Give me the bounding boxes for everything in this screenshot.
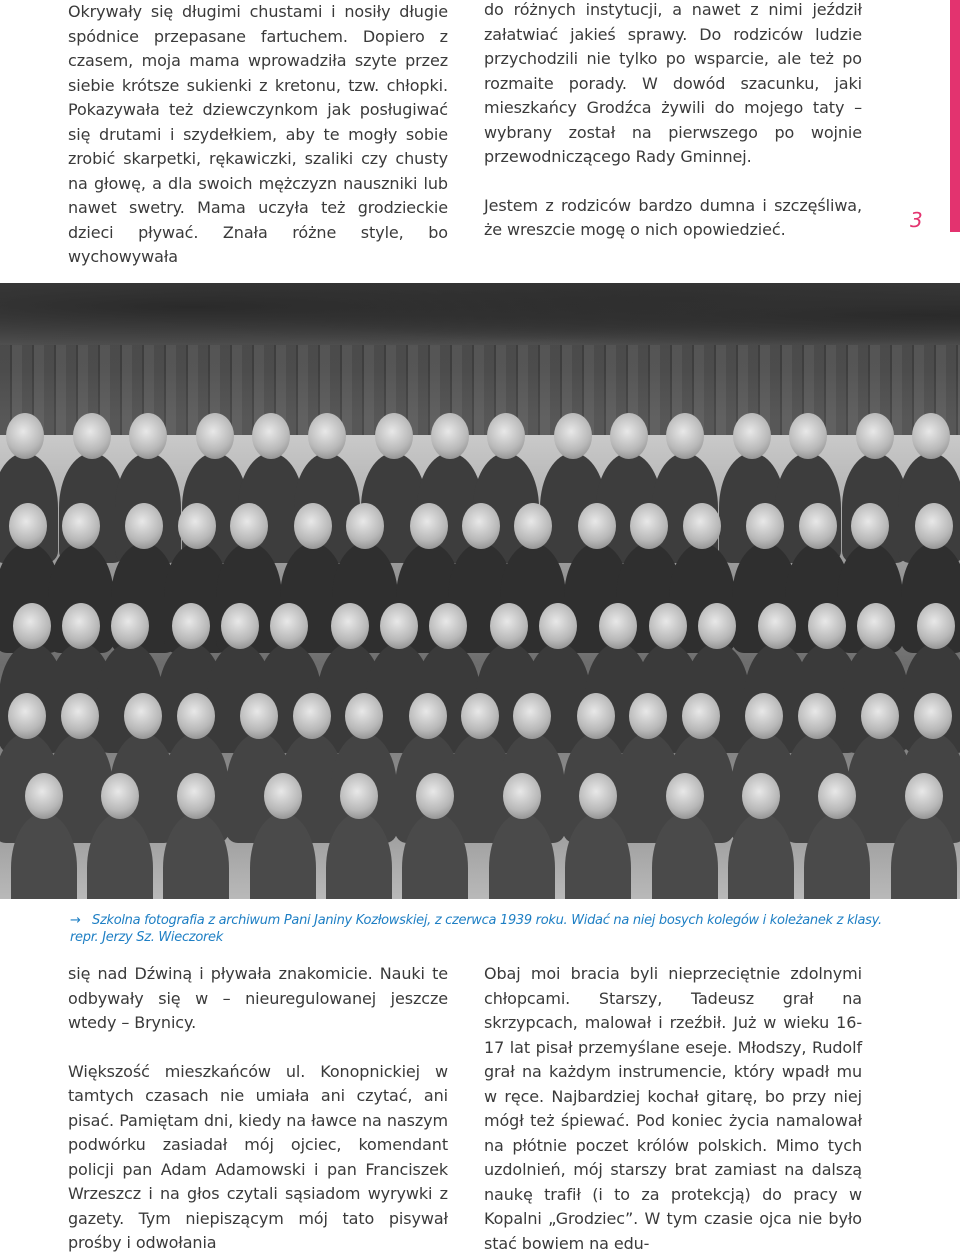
page-number: 3 bbox=[910, 208, 923, 232]
photo-face bbox=[172, 603, 210, 649]
caption-text: Szkolna fotografia z archiwum Pani Janiny Kozłowskiej, z czerwca 1939 roku. Widać na niej bosych kolegów i koleżanek z klasy. repr. Jerzy Sz. Wieczorek bbox=[70, 913, 882, 945]
text-column-bottom-left bbox=[68, 962, 448, 1256]
photo-face bbox=[129, 413, 167, 459]
photo-face bbox=[340, 773, 378, 819]
photo-face bbox=[410, 503, 448, 549]
photo-face bbox=[579, 773, 617, 819]
photo-face bbox=[554, 413, 592, 459]
text-column-bottom-right bbox=[484, 962, 862, 1256]
photo-face bbox=[308, 413, 346, 459]
photo-face bbox=[915, 503, 953, 549]
photo-face bbox=[461, 693, 499, 739]
photo-face bbox=[905, 773, 943, 819]
photo-face bbox=[73, 413, 111, 459]
photo-face bbox=[177, 693, 215, 739]
photo-face bbox=[503, 773, 541, 819]
photo-face bbox=[125, 503, 163, 549]
photo-face bbox=[487, 413, 525, 459]
paragraph: się nad Dźwiną i pływała znakomicie. Nauki te odbywały się w – nieuregulowanej jeszcze wtedy – Brynicy. bbox=[68, 964, 448, 1032]
photo-face bbox=[416, 773, 454, 819]
photo-face bbox=[857, 603, 895, 649]
photo-face bbox=[6, 413, 44, 459]
photo-face bbox=[380, 603, 418, 649]
photo-face bbox=[61, 693, 99, 739]
photo-face bbox=[682, 693, 720, 739]
photo-face bbox=[742, 773, 780, 819]
text-column-top-left bbox=[68, 0, 448, 270]
photo-face bbox=[196, 413, 234, 459]
photo-face bbox=[101, 773, 139, 819]
photo-face bbox=[345, 693, 383, 739]
arrow-right-icon: → bbox=[70, 913, 81, 928]
photo-face bbox=[789, 413, 827, 459]
page-accent-tab bbox=[950, 0, 960, 232]
photo-face bbox=[124, 693, 162, 739]
photo-face bbox=[856, 413, 894, 459]
photo-face bbox=[539, 603, 577, 649]
photo-face bbox=[733, 413, 771, 459]
photo-face bbox=[375, 413, 413, 459]
photo-face bbox=[799, 503, 837, 549]
photo-face bbox=[240, 693, 278, 739]
photo-face bbox=[293, 693, 331, 739]
photo-face bbox=[13, 603, 51, 649]
photo-face bbox=[409, 693, 447, 739]
photo-face bbox=[683, 503, 721, 549]
photo-face bbox=[808, 603, 846, 649]
paragraph: Obaj moi bracia byli nieprzeciętnie zdolnymi chłopcami. Starszy, Tadeusz grał na skrzypcach, malował i rzeźbił. Już w wieku 16-17 lat pisał przemyślane eseje. Młodszy, Rudolf grał na każdym instrumencie, który wpadł mu w ręce. Najbardziej kochał gitarę, bo przy niej mógł też śpiewać. Pod koniec życia namalował na płótnie poczet królów polskich. Mimo tych uzdolnień, mój starszy brat zamiast na dalszą naukę trafił (i to za protekcją) do pracy w Kopalni „Grodziec”. W tym czasie ojca nie było stać bowiem na edu- bbox=[484, 964, 862, 1253]
photo-face bbox=[912, 413, 950, 459]
photo-face bbox=[798, 693, 836, 739]
photo-face bbox=[62, 503, 100, 549]
photo-face bbox=[698, 603, 736, 649]
photo-face bbox=[178, 503, 216, 549]
photo-face bbox=[649, 603, 687, 649]
photo-face bbox=[8, 693, 46, 739]
photo-face bbox=[462, 503, 500, 549]
photo-face bbox=[25, 773, 63, 819]
photo-face bbox=[818, 773, 856, 819]
photo-face bbox=[177, 773, 215, 819]
photo-face bbox=[666, 773, 704, 819]
paragraph: Większość mieszkańców ul. Konopnickiej w tamtych czasach nie umiała ani czytać, ani pisać. Pamiętam dni, kiedy na ławce na naszym podwórku zasiadał mój ojciec, komendant policji pan Adam Adamowski i pan Franciszek Wrzeszcz i na głos czytali sąsiadom wyrywki z gazety. Tym niepiszącym mój tato pisywał prośby i odwołania bbox=[68, 1061, 448, 1252]
photo-face bbox=[252, 413, 290, 459]
photo-face bbox=[577, 693, 615, 739]
photo-crowd bbox=[0, 413, 960, 899]
photo-face bbox=[346, 503, 384, 549]
photo-face bbox=[610, 413, 648, 459]
photo-face bbox=[431, 413, 469, 459]
photo-face bbox=[9, 503, 47, 549]
text-column-top-right bbox=[484, 0, 862, 243]
paragraph: Jestem z rodziców bardzo dumna i szczęśliwa, że wreszcie mogę o nich opowiedzieć. bbox=[484, 195, 862, 239]
photo-face bbox=[264, 773, 302, 819]
photo-face bbox=[331, 603, 369, 649]
paragraph: do różnych instytucji, a nawet z nimi jeździł załatwiać jakieś sprawy. Do rodziców ludzie przychodzili nie tylko po wsparcie, ale też po rozmaite porady. W dowód szacunku, jaki mieszkańcy Grodźca żywili do mojego taty – wybrany został na pierwszego po wojnie przewodniczącego Rady Gminnej. bbox=[484, 0, 862, 166]
photo-face bbox=[666, 413, 704, 459]
paragraph: Okrywały się długimi chustami i nosiły długie spódnice przepasane fartuchem. Dopiero z czasem, moja mama wprowadziła szyte przez siebie krótsze sukienki z kretonu, tzw. chłopki. Pokazywała też dziewczynkom jak posługiwać się drutami i szydełkiem, aby te mogły sobie zrobić skarpetki, rękawiczki, szaliki czy chusty na głowę, a dla swoich mężczyzn nauszniki lub nawet swetry. Mama uczyła też grodzieckie dzieci pływać. Znała różne style, bo wychowywała bbox=[68, 2, 448, 266]
photo-face bbox=[221, 603, 259, 649]
photo-face bbox=[230, 503, 268, 549]
photo-face bbox=[490, 603, 528, 649]
photo-face bbox=[914, 693, 952, 739]
photo-face bbox=[578, 503, 616, 549]
photo-face bbox=[294, 503, 332, 549]
photo-caption bbox=[70, 912, 890, 946]
school-group-photo bbox=[0, 283, 960, 899]
photo-face bbox=[62, 603, 100, 649]
